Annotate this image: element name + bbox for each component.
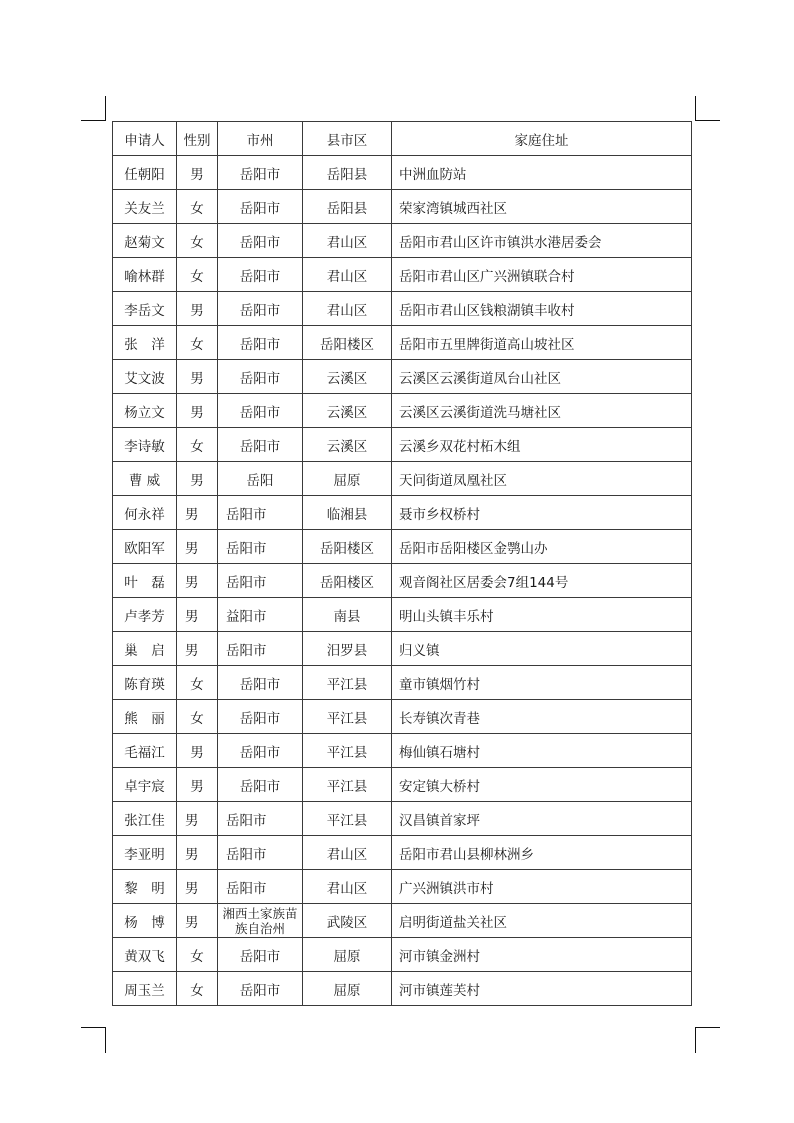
cell-county: 云溪区 [303, 428, 392, 462]
cell-county: 平江县 [303, 700, 392, 734]
cell-county: 君山区 [303, 224, 392, 258]
cell-city: 岳阳市 [218, 802, 303, 836]
cell-address: 汉昌镇首家坪 [392, 802, 692, 836]
cell-county: 岳阳楼区 [303, 564, 392, 598]
cell-city: 岳阳市 [218, 326, 303, 360]
header-address: 家庭住址 [392, 122, 692, 156]
crop-mark-bottom-left [105, 1027, 106, 1053]
cell-county: 南县 [303, 598, 392, 632]
cell-city: 岳阳市 [218, 666, 303, 700]
cell-county: 屈原 [303, 462, 392, 496]
cell-gender: 男 [177, 870, 218, 904]
cell-gender: 女 [177, 258, 218, 292]
table-header-row [113, 122, 692, 156]
cell-city: 岳阳市 [218, 428, 303, 462]
cell-name: 杨 博 [113, 904, 177, 938]
cell-name: 任朝阳 [113, 156, 177, 190]
table-row [113, 326, 692, 360]
cell-name: 张 洋 [113, 326, 177, 360]
cell-city: 益阳市 [218, 598, 303, 632]
table-row [113, 870, 692, 904]
cell-address: 聂市乡权桥村 [392, 496, 692, 530]
crop-mark-bottom-right [695, 1027, 696, 1053]
cell-city: 岳阳市 [218, 190, 303, 224]
cell-county: 平江县 [303, 802, 392, 836]
table-row [113, 666, 692, 700]
cell-name: 巢 启 [113, 632, 177, 666]
cell-gender: 女 [177, 972, 218, 1006]
cell-city: 岳阳市 [218, 496, 303, 530]
cell-county: 云溪区 [303, 394, 392, 428]
table-row [113, 598, 692, 632]
table-row [113, 972, 692, 1006]
table-row [113, 156, 692, 190]
cell-city: 岳阳市 [218, 836, 303, 870]
cell-county: 君山区 [303, 292, 392, 326]
cell-gender: 男 [177, 530, 218, 564]
table-row [113, 938, 692, 972]
cell-address: 天问街道凤凰社区 [392, 462, 692, 496]
cell-address: 岳阳市君山区广兴洲镇联合村 [392, 258, 692, 292]
cell-address: 河市镇金洲村 [392, 938, 692, 972]
cell-address: 云溪区云溪街道洗马塘社区 [392, 394, 692, 428]
cell-name: 艾文波 [113, 360, 177, 394]
cell-county: 岳阳县 [303, 190, 392, 224]
cell-county: 君山区 [303, 836, 392, 870]
crop-mark-top-right [695, 96, 696, 121]
table-row [113, 564, 692, 598]
cell-gender: 男 [177, 394, 218, 428]
cell-name: 曹 威 [113, 462, 177, 496]
cell-name: 何永祥 [113, 496, 177, 530]
cell-county: 屈原 [303, 938, 392, 972]
cell-city: 岳阳市 [218, 972, 303, 1006]
cell-gender: 女 [177, 326, 218, 360]
cell-county: 云溪区 [303, 360, 392, 394]
table-row [113, 394, 692, 428]
cell-county: 君山区 [303, 258, 392, 292]
cell-county: 屈原 [303, 972, 392, 1006]
cell-name: 周玉兰 [113, 972, 177, 1006]
cell-address: 长寿镇次青巷 [392, 700, 692, 734]
crop-mark-bottom-left [81, 1027, 106, 1028]
table-row [113, 836, 692, 870]
cell-gender: 男 [177, 462, 218, 496]
cell-name: 黎 明 [113, 870, 177, 904]
table-row [113, 734, 692, 768]
cell-address: 广兴洲镇洪市村 [392, 870, 692, 904]
cell-name: 关友兰 [113, 190, 177, 224]
cell-county: 临湘县 [303, 496, 392, 530]
cell-county: 岳阳县 [303, 156, 392, 190]
cell-name: 李诗敏 [113, 428, 177, 462]
cell-city: 岳阳市 [218, 394, 303, 428]
crop-mark-top-left [105, 96, 106, 121]
cell-gender: 男 [177, 904, 218, 938]
header-gender: 性别 [177, 122, 218, 156]
cell-city: 岳阳市 [218, 564, 303, 598]
cell-city: 岳阳市 [218, 768, 303, 802]
cell-address: 河市镇莲芙村 [392, 972, 692, 1006]
cell-county: 岳阳楼区 [303, 326, 392, 360]
cell-city: 岳阳市 [218, 700, 303, 734]
cell-name: 欧阳军 [113, 530, 177, 564]
cell-gender: 男 [177, 632, 218, 666]
cell-gender: 男 [177, 360, 218, 394]
cell-name: 毛福江 [113, 734, 177, 768]
cell-address: 岳阳市君山区钱粮湖镇丰收村 [392, 292, 692, 326]
table-row [113, 190, 692, 224]
table-row [113, 496, 692, 530]
table-row [113, 904, 692, 938]
cell-address: 岳阳市五里牌街道高山坡社区 [392, 326, 692, 360]
cell-gender: 男 [177, 292, 218, 326]
cell-address: 观音阁社区居委会7组144号 [392, 564, 692, 598]
cell-gender: 男 [177, 734, 218, 768]
cell-name: 熊 丽 [113, 700, 177, 734]
cell-address: 岳阳市君山区许市镇洪水港居委会 [392, 224, 692, 258]
cell-gender: 女 [177, 938, 218, 972]
cell-city: 岳阳市 [218, 258, 303, 292]
cell-name: 陈育瑛 [113, 666, 177, 700]
cell-address: 归义镇 [392, 632, 692, 666]
cell-city: 岳阳市 [218, 292, 303, 326]
cell-gender: 男 [177, 564, 218, 598]
cell-county: 平江县 [303, 768, 392, 802]
cell-county: 武陵区 [303, 904, 392, 938]
table-row [113, 224, 692, 258]
cell-name: 叶 磊 [113, 564, 177, 598]
cell-name: 喻林群 [113, 258, 177, 292]
cell-city: 岳阳市 [218, 360, 303, 394]
cell-name: 卢孝芳 [113, 598, 177, 632]
cell-address: 启明街道盐关社区 [392, 904, 692, 938]
table-row [113, 360, 692, 394]
cell-address: 荣家湾镇城西社区 [392, 190, 692, 224]
cell-gender: 男 [177, 802, 218, 836]
cell-name: 卓宇宸 [113, 768, 177, 802]
cell-county: 平江县 [303, 666, 392, 700]
cell-gender: 男 [177, 836, 218, 870]
cell-address: 云溪乡双花村柘木组 [392, 428, 692, 462]
table-row [113, 768, 692, 802]
cell-gender: 女 [177, 666, 218, 700]
cell-name: 赵菊文 [113, 224, 177, 258]
cell-city: 湘西土家族苗族自治州 [218, 904, 303, 938]
cell-gender: 女 [177, 428, 218, 462]
cell-address: 童市镇烟竹村 [392, 666, 692, 700]
cell-city: 岳阳 [218, 462, 303, 496]
cell-name: 杨立文 [113, 394, 177, 428]
cell-gender: 男 [177, 156, 218, 190]
cell-county: 平江县 [303, 734, 392, 768]
cell-address: 岳阳市君山县柳林洲乡 [392, 836, 692, 870]
cell-county: 汨罗县 [303, 632, 392, 666]
cell-city: 岳阳市 [218, 224, 303, 258]
cell-name: 李岳文 [113, 292, 177, 326]
cell-city: 岳阳市 [218, 938, 303, 972]
table-row [113, 258, 692, 292]
table-row [113, 802, 692, 836]
cell-gender: 男 [177, 598, 218, 632]
cell-address: 安定镇大桥村 [392, 768, 692, 802]
cell-address: 岳阳市岳阳楼区金鹗山办 [392, 530, 692, 564]
cell-name: 黄双飞 [113, 938, 177, 972]
table-row [113, 530, 692, 564]
cell-address: 梅仙镇石塘村 [392, 734, 692, 768]
cell-gender: 男 [177, 768, 218, 802]
cell-gender: 男 [177, 496, 218, 530]
crop-mark-bottom-right [695, 1027, 720, 1028]
header-applicant: 申请人 [113, 122, 177, 156]
cell-gender: 女 [177, 700, 218, 734]
cell-county: 岳阳楼区 [303, 530, 392, 564]
cell-name: 张江佳 [113, 802, 177, 836]
cell-address: 中洲血防站 [392, 156, 692, 190]
cell-gender: 女 [177, 224, 218, 258]
applicant-table [112, 121, 692, 1006]
table-row [113, 428, 692, 462]
table-row [113, 700, 692, 734]
cell-county: 君山区 [303, 870, 392, 904]
cell-address: 明山头镇丰乐村 [392, 598, 692, 632]
cell-city: 岳阳市 [218, 156, 303, 190]
cell-city: 岳阳市 [218, 632, 303, 666]
header-city: 市州 [218, 122, 303, 156]
cell-address: 云溪区云溪街道凤台山社区 [392, 360, 692, 394]
cell-city: 岳阳市 [218, 870, 303, 904]
cell-city: 岳阳市 [218, 734, 303, 768]
cell-name: 李亚明 [113, 836, 177, 870]
cell-gender: 女 [177, 190, 218, 224]
crop-mark-top-left [81, 120, 106, 121]
header-county: 县市区 [303, 122, 392, 156]
crop-mark-top-right [695, 120, 720, 121]
table-row [113, 632, 692, 666]
table-row [113, 292, 692, 326]
cell-city: 岳阳市 [218, 530, 303, 564]
table-row [113, 462, 692, 496]
